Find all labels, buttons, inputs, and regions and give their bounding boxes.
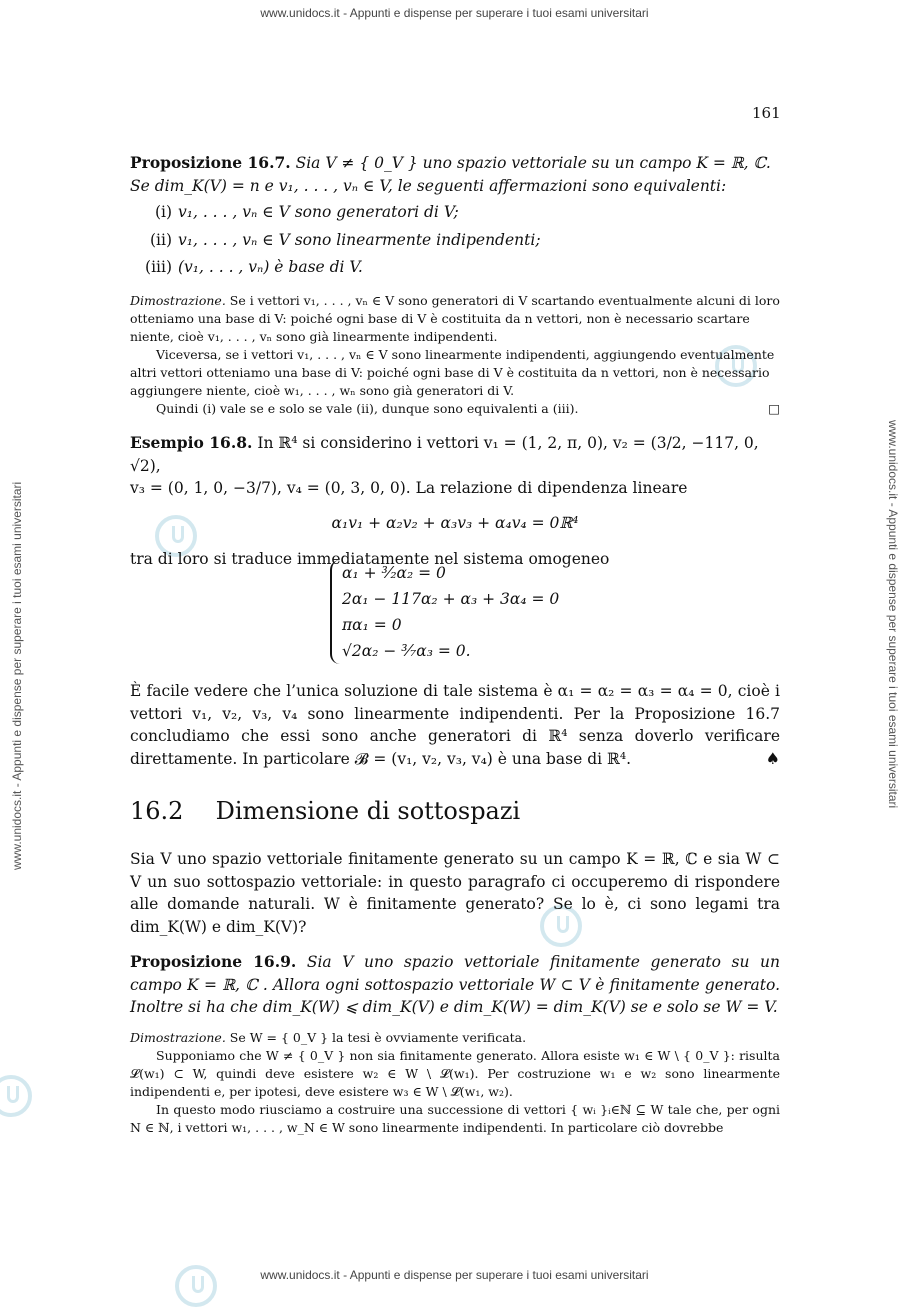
proof-16-9 [130,1029,780,1137]
proposition-statement: Se dim_K(V) = n e v₁, . . . , vₙ ∈ V, le seguenti affermazioni sono equivalenti: [130,176,727,195]
list-item [130,201,780,224]
proof-label: Dimostrazione. [130,293,226,308]
watermark-right: www.unidocs.it - Appunti e dispense per superare i tuoi esami universitari [886,420,900,809]
watermark-left: www.unidocs.it - Appunti e dispense per superare i tuoi esami universitari [10,481,24,870]
system-equation: √2α₂ − ³⁄₇α₃ = 0. [342,642,471,660]
spade-icon: ♠ [765,749,780,768]
list-item [130,256,780,279]
watermark-logo-icon [175,1265,217,1307]
equation-system [330,560,559,664]
example-text: In ℝ⁴ si considerino i vettori v₁ = (1, 2, π, 0), v₂ = (3/2, −117, 0, √2), [130,434,759,475]
proposition-statement: Sia V ≠ { 0_V } uno spazio vettoriale su un campo K = ℝ, ℂ. [295,154,771,172]
equation: α₁v₁ + α₂v₂ + α₃v₃ + α₄v₄ = 0ℝ⁴ [331,513,579,532]
section-heading [130,797,780,825]
proof-paragraph: Viceversa, se i vettori v₁, . . . , vₙ ∈ V sono linearmente indipendenti, aggiungendo eventualmente altri vettori otteniamo una base di V: poiché ogni base di V è costituita da n vettori, non è necessario aggiungere niente, cioè w₁, . . . , wₙ sono già generatori di V. [130,347,775,398]
example-text: tra di loro si traduce immediatamente nel sistema omogeneo [130,550,610,568]
proof-paragraph: Supponiamo che W ≠ { 0_V } non sia finitamente generato. Allora esiste w₁ ∈ W \ { 0_V }: risulta 𝓛(w₁) ⊂ W, quindi deve esistere w₂ ∈ W \ 𝓛(w₁). Per costruzione w₁ e w₂ sono linearmente indipendenti e, per ipotesi, deve esistere w₃ ∈ W \ 𝓛(w₁, w₂). [130,1048,780,1099]
system-equation: α₁ + ³⁄₂α₂ = 0 [342,564,446,582]
item-text: (v₁, . . . , vₙ) è base di V. [178,258,363,276]
system-equation: πα₁ = 0 [342,616,402,634]
page-number: 161 [752,104,781,122]
item-label: (ii) [149,230,172,249]
proposition-16-9 [130,951,780,1019]
qed-mark: □ [768,401,780,416]
item-label: (i) [154,203,172,221]
item-text: v₁, . . . , vₙ ∈ V sono linearmente indipendenti; [178,230,541,249]
proof-paragraph: Se W = { 0_V } la tesi è ovviamente verificata. [229,1030,527,1045]
proof-paragraph: In questo modo riusciamo a costruire una successione di vettori { wᵢ }ᵢ∈ℕ ⊆ W tale che, per ogni N ∈ ℕ, i vettori w₁, . . . , w_N ∈ W sono linearmente indipendenti. In particolare ciò dovrebbe [130,1102,780,1135]
proposition-statement: Sia V uno spazio vettoriale finitamente generato su un campo K = ℝ, ℂ . Allora ogni sottospazio vettoriale W ⊂ V è finitamente generato. Inoltre si ha che dim_K(W) ⩽ dim_K(V) e dim_K(W) = dim_K(V) se e solo se W = V. [130,953,781,1016]
item-text: v₁, . . . , vₙ ∈ V sono generatori di V; [178,203,459,221]
example-conclusion [130,680,780,770]
system-equation: 2α₁ − 117α₂ + α₃ + 3α₄ = 0 [342,590,560,608]
section-intro: Sia V uno spazio vettoriale finitamente generato su un campo K = ℝ, ℂ e sia W ⊂ V un suo sottospazio vettoriale: in questo paragrafo ci occuperemo di rispondere alle domande naturali. W è finitamente generato? Se lo è, ci sono legami tra dim_K(W) e dim_K(V)? [130,850,780,936]
item-label: (iii) [145,258,172,276]
example-16-8 [130,432,780,571]
watermark-bottom: www.unidocs.it - Appunti e dispense per superare i tuoi esami universitari [260,1268,649,1282]
proposition-16-7 [130,152,780,279]
watermark-top: www.unidocs.it - Appunti e dispense per superare i tuoi esami universitari [260,6,649,20]
proof-16-7 [130,292,780,418]
list-item [130,229,780,252]
example-text: È facile vedere che l’unica soluzione di tale sistema è α₁ = α₂ = α₃ = α₄ = 0, cioè i vettori v₁, v₂, v₃, v₄ sono linearmente indipendenti. Per la Proposizione 16.7 concludiamo che essi sono anche generatori di ℝ⁴ senza doverlo verificare direttamente. In particolare 𝓑 = (v₁, v₂, v₃, v₄) è una base di ℝ⁴. [130,682,780,768]
example-label: Esempio 16.8. [130,433,253,452]
proof-paragraph: Se i vettori v₁, . . . , vₙ ∈ V sono generatori di V scartando eventualmente alcuni di loro otteniamo una base di V: poiché ogni base di V è costituita da n vettori, non è necessario scartare niente, cioè v₁, . . . , vₙ sono già linearmente indipendenti. [130,293,780,344]
proof-paragraph: Quindi (i) vale se e solo se vale (ii), dunque sono equivalenti a (iii). [156,401,579,416]
section-title: Dimensione di sottospazi [215,797,521,825]
proposition-label: Proposizione 16.9. [130,952,297,971]
example-text: v₃ = (0, 1, 0, −3/7), v₄ = (0, 3, 0, 0). La relazione di dipendenza lineare [130,479,688,497]
proof-label: Dimostrazione. [130,1030,226,1045]
watermark-logo-icon [0,1075,32,1117]
proposition-label: Proposizione 16.7. [130,153,291,172]
section-number: 16.2 [130,797,184,825]
